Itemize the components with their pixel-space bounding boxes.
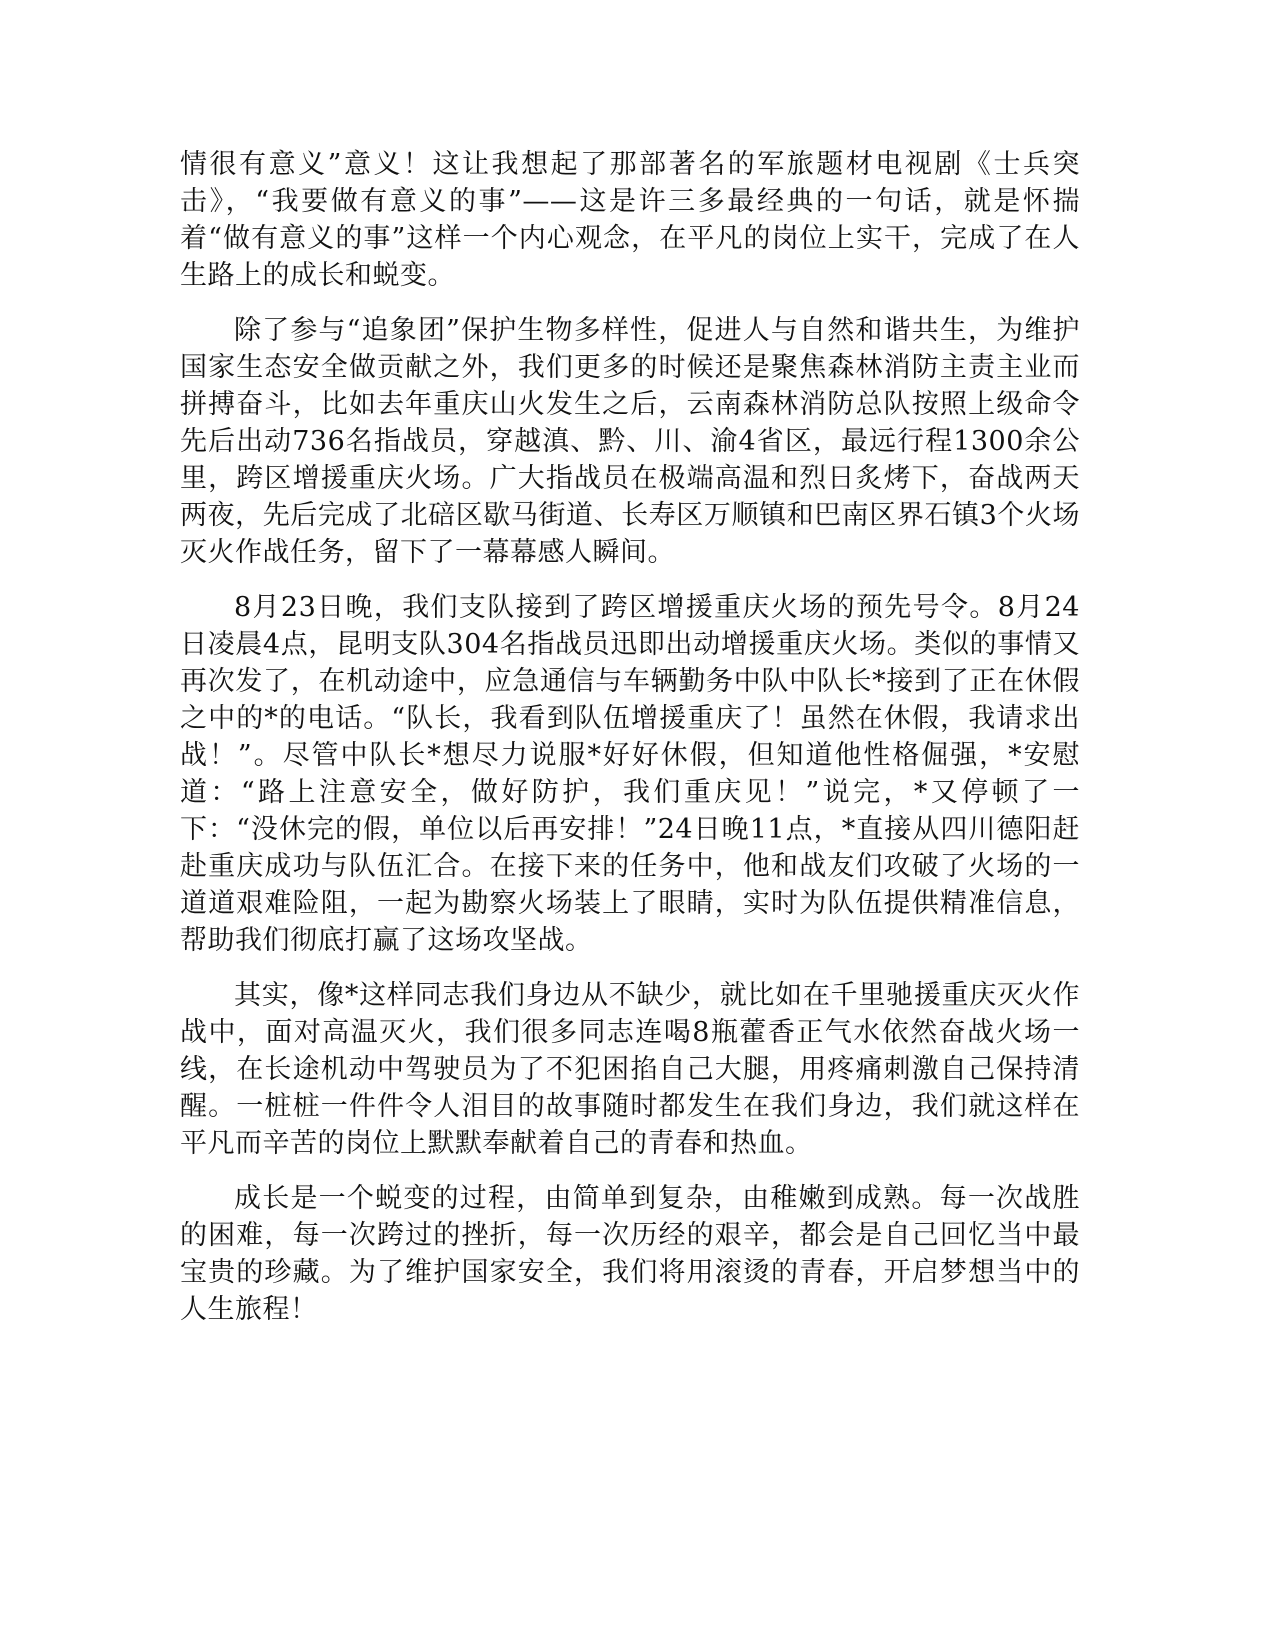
paragraph-2: 除了参与“追象团”保护生物多样性，促进人与自然和谐共生，为维护国家生态安全做贡献之外，我们更多的时候还是聚焦森林消防主责主业而拼搏奋斗，比如去年重庆山火发生之后，云南森林消防总队按照上级命令先后出动736名指战员，穿越滇、黔、川、渝4省区，最远行程1300余公里，跨区增援重庆火场。广大指战员在极端高温和烈日炙烤下，奋战两天两夜，先后完成了北碚区歇马街道、长寿区万顺镇和巴南区界石镇3个火场灭火作战任务，留下了一幕幕感人瞬间。 bbox=[180, 315, 1080, 568]
paragraph-4: 其实，像*这样同志我们身边从不缺少，就比如在千里驰援重庆灭火作战中，面对高温灭火，我们很多同志连喝8瓶藿香正气水依然奋战火场一线，在长途机动中驾驶员为了不犯困掐自己大腿，用疼痛刺激自己保持清醒。一桩桩一件件令人泪目的故事随时都发生在我们身边，我们就这样在平凡而辛苦的岗位上默默奉献着自己的青春和热血。 bbox=[180, 980, 1080, 1159]
body-text bbox=[180, 146, 1080, 1346]
paragraph-1: 情很有意义”意义！这让我想起了那部著名的军旅题材电视剧《士兵突击》，“我要做有意义的事”——这是许三多最经典的一句话，就是怀揣着“做有意义的事”这样一个内心观念，在平凡的岗位上实干，完成了在人生路上的成长和蜕变。 bbox=[180, 149, 1080, 291]
paragraph-5: 成长是一个蜕变的过程，由简单到复杂，由稚嫩到成熟。每一次战胜的困难，每一次跨过的挫折，每一次历经的艰辛，都会是自己回忆当中最宝贵的珍藏。为了维护国家安全，我们将用滚烫的青春，开启梦想当中的人生旅程！ bbox=[180, 1183, 1080, 1325]
paragraph-3: 8月23日晚，我们支队接到了跨区增援重庆火场的预先号令。8月24日凌晨4点，昆明支队304名指战员迅即出动增援重庆火场。类似的事情又再次发了，在机动途中，应急通信与车辆勤务中队中队长*接到了正在休假之中的*的电话。“队长，我看到队伍增援重庆了！虽然在休假，我请求出战！”。尽管中队长*想尽力说服*好好休假，但知道他性格倔强，*安慰道：“路上注意安全，做好防护，我们重庆见！”说完，*又停顿了一下：“没休完的假，单位以后再安排！”24日晚11点，*直接从四川德阳赶赴重庆成功与队伍汇合。在接下来的任务中，他和战友们攻破了火场的一道道艰难险阻，一起为勘察火场装上了眼睛，实时为队伍提供精准信息，帮助我们彻底打赢了这场攻坚战。 bbox=[180, 592, 1080, 956]
